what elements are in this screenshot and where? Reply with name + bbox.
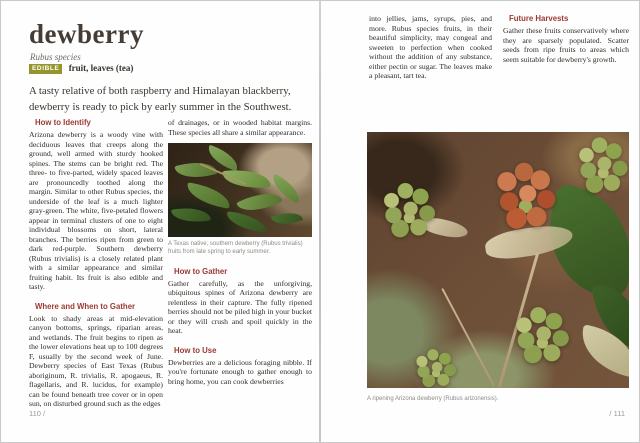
berry-cluster-green (375, 178, 441, 242)
photo-dewberry-leaves (168, 143, 312, 237)
right-column-1 (369, 14, 492, 87)
edible-row (29, 63, 133, 74)
photo-ripening-dewberry (367, 132, 629, 388)
where-paragraph-continued: of drainages, or in wooded habitat margins. These species all share a similar appearance. (168, 118, 312, 137)
future-harvests-paragraph: Gather these fruits conservatively where they are sparsely populated. Scatter seeds from ripe fruits to areas which seem suitable for dewberry's growth. (503, 26, 629, 64)
chapter-title: dewberry (29, 19, 144, 49)
species-subtitle: Rubus species (30, 52, 81, 62)
use-paragraph: Dewberries are a delicious foraging nibble. If you're fortunate enough to gather enough to bring home, you can cook dewberries (168, 357, 312, 386)
left-column-1 (29, 118, 163, 415)
photo-caption-left: A Texas native, southern dewberry (Rubus trivialis) fruits from late spring to early summer. (168, 241, 303, 255)
berry-cluster-green (409, 346, 461, 388)
page-number-left: 110 / (29, 409, 46, 418)
leaf-shape (271, 208, 304, 230)
page-gutter-divider (319, 1, 321, 443)
section-heading-where: Where and When to Gather (35, 301, 136, 311)
right-column-2 (503, 14, 629, 70)
leaf-shape (222, 167, 271, 191)
berry-cluster-green (507, 302, 575, 368)
leaf-shape (185, 182, 233, 209)
edible-parts-label: fruit, leaves (tea) (68, 63, 134, 73)
left-column-2 (168, 118, 312, 392)
berry-cluster-ripening (487, 156, 561, 236)
where-paragraph: Look to shady areas at mid-elevation canyon bottoms, springs, riparian areas, and wetlands. The fruit begins to ripen as the lower elevations heat up to 100 degrees F, usually by the second week of June. Dewberry species of East Texas (Rubus aboriginum, R. trivialis, R. apogaeus, R. flagellaris, and R. lucidus, for example) can be found beneath tree cover or in open sun, on disturbed ground such as the edges (29, 313, 163, 408)
section-heading-future-harvests: Future Harvests (509, 14, 569, 23)
section-heading-identify: How to Identify (35, 118, 91, 127)
photo-caption-right: A ripening Arizona dewberry (Rubus arizonensis). (367, 396, 499, 402)
edible-badge: EDIBLE (29, 64, 62, 74)
use-paragraph-continued: into jellies, jams, syrups, pies, and more. Rubus species fruits, in their beautiful simplicity, may congeal and sweeten to perfection when cooked without the addition of any substance, either pectin or sugar. The leaves make a pleasant, tart tea. (369, 14, 492, 80)
leaf-shape (225, 211, 268, 233)
leaf-shape (171, 204, 211, 225)
section-heading-use: How to Use (174, 345, 217, 355)
intro-paragraph: A tasty relative of both raspberry and Himalayan blackberry, dewberry is ready to pick by early summer in the Southwest. (29, 85, 292, 113)
berry-cluster-green (571, 132, 629, 198)
page-number-right: / 111 (609, 409, 625, 418)
section-heading-gather: How to Gather (174, 266, 228, 276)
gather-paragraph: Gather carefully, as the unforgiving, ubiquitous spines of Arizona dewberry are relentless in their capture. The fully ripened berries should not be piled high in your bucket or they will crush and spoil quickly in the heat. (168, 278, 312, 336)
identify-paragraph: Arizona dewberry is a woody vine with deciduous leaves that creeps along the ground, well armed with sturdy hooked spines. The stems can be bright red. The three- to five-parted, widely spaced leaves are pronouncedly toothed along the margin. Similar to other Rubus species, the underside of the leaf is a much lighter gray-green. The white, five-petaled flowers appear in terminal clusters of one to eight individual blossoms on short, lateral branches. The berries ripen from green to dark red-purple. Southern dewberry (Rubus trivialis) is a closely related plant with a similar appearance and similar fruiting habit. Its fruit is also edible and tasty. (29, 130, 163, 291)
